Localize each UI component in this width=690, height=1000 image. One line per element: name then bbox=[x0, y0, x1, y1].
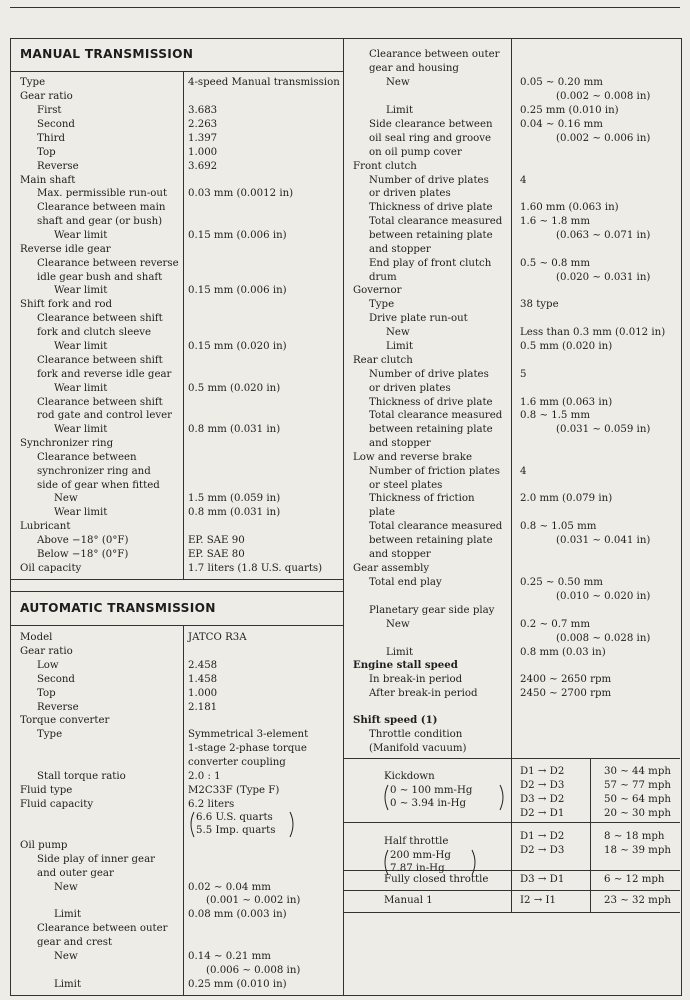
spec-value: 0.02 ∼ 0.04 mm bbox=[188, 882, 271, 893]
spec-label: Below −18° (0°F) bbox=[37, 549, 129, 560]
shift-gear-change: D3 → D1 bbox=[520, 874, 565, 885]
spec-label: Synchronizer ring bbox=[20, 438, 114, 449]
spec-value: 0.04 ∼ 0.16 mm bbox=[520, 119, 603, 130]
shift-gear-change: D2 → D3 bbox=[520, 845, 565, 856]
spec-label: Clearance between shift bbox=[37, 397, 163, 408]
spec-label: on oil pump cover bbox=[369, 147, 462, 158]
spec-label: Clearance between reverse bbox=[37, 258, 179, 269]
spec-label: New bbox=[54, 882, 78, 893]
spec-label: Low bbox=[37, 660, 59, 671]
shift-gear-change: D2 → D3 bbox=[520, 780, 565, 791]
spec-label: Wear limit bbox=[54, 507, 108, 518]
spec-value: 2450 ∼ 2700 rpm bbox=[520, 688, 612, 699]
spec-value: 0.25 mm (0.010 in) bbox=[520, 105, 619, 116]
spec-label: and stopper bbox=[369, 549, 431, 560]
spec-label: Clearance between outer bbox=[369, 49, 500, 60]
fluid-capacity-parentheses bbox=[186, 810, 298, 840]
spec-label: Low and reverse brake bbox=[353, 452, 472, 463]
spec-value: 38 type bbox=[520, 299, 559, 310]
top-rule bbox=[10, 7, 680, 8]
fluid-capacity-us-quarts: 6.6 U.S. quarts bbox=[196, 812, 273, 823]
spec-label: Type bbox=[37, 729, 63, 740]
spec-value: (0.001 ∼ 0.002 in) bbox=[206, 895, 301, 906]
shift-gear-change: D2 → D1 bbox=[520, 808, 565, 819]
spec-value: (0.063 ∼ 0.071 in) bbox=[556, 230, 651, 241]
spec-label: Oil pump bbox=[20, 840, 68, 851]
spec-label: between retaining plate bbox=[369, 230, 493, 241]
spec-value: Less than 0.3 mm (0.012 in) bbox=[520, 327, 666, 338]
spec-value: 0.8 ∼ 1.5 mm bbox=[520, 410, 590, 421]
spec-label: Type bbox=[20, 77, 46, 88]
spec-label: End play of front clutch bbox=[369, 258, 492, 269]
spec-label: New bbox=[386, 77, 410, 88]
spec-value: 1.6 mm (0.063 in) bbox=[520, 397, 613, 408]
spec-value: converter coupling bbox=[188, 757, 286, 768]
shift-condition-vacuum-inhg: 7.87 in-Hg bbox=[390, 863, 445, 874]
spec-label: Drive plate run-out bbox=[369, 313, 468, 324]
spec-label: gear and crest bbox=[37, 937, 113, 948]
spec-value: 0.2 ∼ 0.7 mm bbox=[520, 619, 590, 630]
spec-label: Rear clutch bbox=[353, 355, 413, 366]
spec-label: Shift speed (1) bbox=[353, 714, 438, 726]
spec-label: Model bbox=[20, 632, 53, 643]
spec-label: Clearance between main bbox=[37, 202, 166, 213]
spec-value: 0.03 mm (0.0012 in) bbox=[188, 188, 294, 199]
spec-value: EP. SAE 80 bbox=[188, 549, 245, 560]
spec-label: Number of friction plates bbox=[369, 466, 501, 477]
spec-value: 1-stage 2-phase torque bbox=[188, 743, 307, 754]
spec-label: Throttle condition bbox=[369, 729, 463, 740]
spec-label: Type bbox=[369, 299, 395, 310]
spec-label: Clearance between shift bbox=[37, 313, 163, 324]
spec-value: 0.08 mm (0.003 in) bbox=[188, 909, 287, 920]
spec-value: 1.458 bbox=[188, 674, 218, 685]
spec-label: Shift fork and rod bbox=[20, 299, 113, 310]
spec-value: 0.5 mm (0.020 in) bbox=[520, 341, 613, 352]
spec-label: Total clearance measured bbox=[369, 216, 503, 227]
spec-label: Torque converter bbox=[20, 715, 110, 726]
shift-speed-value: 23 ∼ 32 mph bbox=[604, 895, 671, 906]
shift-condition-vacuum-mmhg: 0 ∼ 100 mm-Hg bbox=[390, 785, 473, 796]
spec-label: Third bbox=[37, 133, 66, 144]
spec-label: Wear limit bbox=[54, 285, 108, 296]
spec-label: Main shaft bbox=[20, 175, 76, 186]
spec-value: (0.031 ∼ 0.041 in) bbox=[556, 535, 651, 546]
automatic-value-divider bbox=[183, 625, 184, 996]
spec-label: Oil capacity bbox=[20, 563, 82, 574]
spec-label: and outer gear bbox=[37, 868, 114, 879]
spec-value: 0.25 mm (0.010 in) bbox=[188, 979, 287, 990]
shift-condition-label: Fully closed throttle bbox=[384, 874, 489, 885]
spec-value: (0.002 ∼ 0.008 in) bbox=[556, 91, 651, 102]
spec-label: drum bbox=[369, 272, 397, 283]
shift-condition-label: Manual 1 bbox=[384, 895, 433, 906]
automatic-transmission-title: AUTOMATIC TRANSMISSION bbox=[20, 601, 216, 615]
spec-value: (0.031 ∼ 0.059 in) bbox=[556, 424, 651, 435]
spec-label: Second bbox=[37, 119, 75, 130]
spec-value: 0.8 mm (0.031 in) bbox=[188, 424, 281, 435]
shift-gear-change: D3 → D2 bbox=[520, 794, 565, 805]
spec-value: 2.0 : 1 bbox=[188, 771, 221, 782]
spec-label: Limit bbox=[386, 647, 414, 658]
spec-label: Reverse bbox=[37, 161, 79, 172]
spec-label: Above −18° (0°F) bbox=[37, 535, 129, 546]
spec-label: idle gear bush and shaft bbox=[37, 272, 163, 283]
spec-label: Limit bbox=[386, 341, 414, 352]
spec-value: 0.05 ∼ 0.20 mm bbox=[520, 77, 603, 88]
spec-value: 6.2 liters bbox=[188, 799, 235, 810]
spec-label: (Manifold vacuum) bbox=[369, 743, 467, 754]
spec-label: Limit bbox=[54, 909, 82, 920]
spec-value: (0.020 ∼ 0.031 in) bbox=[556, 272, 651, 283]
spec-label: Number of drive plates bbox=[369, 175, 489, 186]
spec-label: Limit bbox=[54, 979, 82, 990]
spec-label: Max. permissible run-out bbox=[37, 188, 168, 199]
shift-speed-value: 18 ∼ 39 mph bbox=[604, 845, 671, 856]
spec-label: New bbox=[386, 619, 410, 630]
spec-label: and stopper bbox=[369, 244, 431, 255]
spec-label: After break-in period bbox=[369, 688, 478, 699]
spec-label: or driven plates bbox=[369, 188, 451, 199]
spec-label: New bbox=[54, 951, 78, 962]
spec-label: Engine stall speed bbox=[353, 659, 458, 671]
spec-label: rod gate and control lever bbox=[37, 410, 173, 421]
spec-value: (0.002 ∼ 0.006 in) bbox=[556, 133, 651, 144]
spec-label: and stopper bbox=[369, 438, 431, 449]
shift-speed-value: 20 ∼ 30 mph bbox=[604, 808, 671, 819]
shift-condition-vacuum-mmhg: 200 mm-Hg bbox=[390, 850, 451, 861]
spec-label: Clearance between shift bbox=[37, 355, 163, 366]
spec-value: 2400 ∼ 2650 rpm bbox=[520, 674, 612, 685]
spec-label: or steel plates bbox=[369, 480, 443, 491]
shift-table-divider-2 bbox=[590, 758, 591, 912]
spec-label: Total end play bbox=[369, 577, 442, 588]
shift-condition-parentheses bbox=[380, 783, 510, 813]
spec-label: Side play of inner gear bbox=[37, 854, 156, 865]
spec-label: Top bbox=[37, 688, 56, 699]
spec-label: Front clutch bbox=[353, 161, 417, 172]
spec-value: 0.15 mm (0.006 in) bbox=[188, 285, 287, 296]
shift-speed-value: 57 ∼ 77 mph bbox=[604, 780, 671, 791]
spec-label: shaft and gear (or bush) bbox=[37, 216, 163, 227]
shift-condition-vacuum-inhg: 0 ∼ 3.94 in-Hg bbox=[390, 798, 467, 809]
manual-header-rule bbox=[10, 71, 344, 72]
spec-value: 1.000 bbox=[188, 688, 218, 699]
spec-label: Clearance between outer bbox=[37, 923, 168, 934]
spec-value: 1.7 liters (1.8 U.S. quarts) bbox=[188, 563, 323, 574]
spec-label: Fluid capacity bbox=[20, 799, 94, 810]
spec-value: 4 bbox=[520, 175, 527, 186]
shift-speed-value: 8 ∼ 18 mph bbox=[604, 831, 665, 842]
spec-label: Planetary gear side play bbox=[369, 605, 495, 616]
shift-condition-label: Half throttle bbox=[384, 836, 449, 847]
spec-label: between retaining plate bbox=[369, 535, 493, 546]
spec-label: Wear limit bbox=[54, 424, 108, 435]
spec-value: 1.000 bbox=[188, 147, 218, 158]
spec-value: 0.5 mm (0.020 in) bbox=[188, 383, 281, 394]
spec-value: (0.008 ∼ 0.028 in) bbox=[556, 633, 651, 644]
spec-label: Thickness of drive plate bbox=[369, 397, 493, 408]
spec-value: 1.397 bbox=[188, 133, 218, 144]
spec-label: Clearance between bbox=[37, 452, 137, 463]
spec-value: 0.25 ∼ 0.50 mm bbox=[520, 577, 603, 588]
spec-label: plate bbox=[369, 507, 395, 518]
shift-gear-change: D1 → D2 bbox=[520, 831, 565, 842]
shift-table-divider-1 bbox=[511, 758, 512, 912]
automatic-header-rule bbox=[10, 625, 344, 626]
shift-condition-label: Kickdown bbox=[384, 771, 435, 782]
spec-value: 2.181 bbox=[188, 702, 218, 713]
spec-label: Lubricant bbox=[20, 521, 71, 532]
shift-speed-value: 50 ∼ 64 mph bbox=[604, 794, 671, 805]
spec-value: 0.8 ∼ 1.05 mm bbox=[520, 521, 597, 532]
spec-value: M2C33F (Type F) bbox=[188, 785, 280, 796]
spec-value: 2.458 bbox=[188, 660, 218, 671]
spec-label: fork and reverse idle gear bbox=[37, 369, 172, 380]
spec-label: gear and housing bbox=[369, 63, 459, 74]
spec-label: synchronizer ring and bbox=[37, 466, 151, 477]
spec-label: Number of drive plates bbox=[369, 369, 489, 380]
spec-label: or driven plates bbox=[369, 383, 451, 394]
spec-value: 0.14 ∼ 0.21 mm bbox=[188, 951, 271, 962]
spec-label: Top bbox=[37, 147, 56, 158]
spec-value: 1.60 mm (0.063 in) bbox=[520, 202, 619, 213]
spec-label: Wear limit bbox=[54, 341, 108, 352]
spec-label: side of gear when fitted bbox=[37, 480, 160, 491]
fluid-capacity-imp-quarts: 5.5 Imp. quarts bbox=[196, 825, 276, 836]
shift-table-bottom-rule bbox=[343, 912, 680, 913]
spec-value: (0.010 ∼ 0.020 in) bbox=[556, 591, 651, 602]
spec-value: 0.5 ∼ 0.8 mm bbox=[520, 258, 590, 269]
spec-label: Limit bbox=[386, 105, 414, 116]
spec-label: Wear limit bbox=[54, 230, 108, 241]
spec-value: 5 bbox=[520, 369, 527, 380]
automatic-top-rule bbox=[10, 591, 344, 592]
spec-label: Stall torque ratio bbox=[37, 771, 126, 782]
spec-label: New bbox=[54, 493, 78, 504]
spec-value: (0.006 ∼ 0.008 in) bbox=[206, 965, 301, 976]
spec-value: 2.0 mm (0.079 in) bbox=[520, 493, 613, 504]
spec-label: Total clearance measured bbox=[369, 521, 503, 532]
manual-transmission-title: MANUAL TRANSMISSION bbox=[20, 47, 194, 61]
spec-label: New bbox=[386, 327, 410, 338]
spec-label: oil seal ring and groove bbox=[369, 133, 492, 144]
spec-label: Gear ratio bbox=[20, 91, 73, 102]
spec-label: In break-in period bbox=[369, 674, 463, 685]
spec-label: Thickness of drive plate bbox=[369, 202, 493, 213]
spec-value: 4 bbox=[520, 466, 527, 477]
spec-value: 3.692 bbox=[188, 161, 218, 172]
spec-value: 0.8 mm (0.03 in) bbox=[520, 647, 606, 658]
spec-label: Governor bbox=[353, 285, 402, 296]
spec-label: between retaining plate bbox=[369, 424, 493, 435]
spec-label: Reverse idle gear bbox=[20, 244, 111, 255]
manual-value-divider bbox=[183, 71, 184, 579]
spec-value: 1.5 mm (0.059 in) bbox=[188, 493, 281, 504]
spec-label: Wear limit bbox=[54, 383, 108, 394]
spec-value: 1.6 ∼ 1.8 mm bbox=[520, 216, 590, 227]
spec-label: Gear assembly bbox=[353, 563, 430, 574]
spec-value: 2.263 bbox=[188, 119, 218, 130]
column-divider bbox=[343, 38, 344, 996]
spec-label: Fluid type bbox=[20, 785, 73, 796]
spec-label: First bbox=[37, 105, 62, 116]
spec-value: JATCO R3A bbox=[188, 632, 247, 643]
spec-label: Side clearance between bbox=[369, 119, 493, 130]
manual-bottom-rule bbox=[10, 579, 344, 580]
shift-table-row-rule-1 bbox=[343, 822, 680, 823]
spec-value: 4-speed Manual transmission bbox=[188, 77, 340, 88]
spec-label: Total clearance measured bbox=[369, 410, 503, 421]
spec-label: Second bbox=[37, 674, 75, 685]
spec-label: Thickness of friction bbox=[369, 493, 475, 504]
spec-value: Symmetrical 3-element bbox=[188, 729, 309, 740]
spec-value: 3.683 bbox=[188, 105, 218, 116]
shift-gear-change: I2 → I1 bbox=[520, 895, 557, 906]
right-value-divider bbox=[511, 38, 512, 758]
spec-label: Reverse bbox=[37, 702, 79, 713]
spec-label: Gear ratio bbox=[20, 646, 73, 657]
spec-value: 0.8 mm (0.031 in) bbox=[188, 507, 281, 518]
spec-value: 0.15 mm (0.006 in) bbox=[188, 230, 287, 241]
shift-speed-value: 6 ∼ 12 mph bbox=[604, 874, 665, 885]
shift-gear-change: D1 → D2 bbox=[520, 766, 565, 777]
shift-speed-value: 30 ∼ 44 mph bbox=[604, 766, 671, 777]
spec-label: fork and clutch sleeve bbox=[37, 327, 152, 338]
shift-table-row-rule-3 bbox=[343, 890, 680, 891]
spec-value: 0.15 mm (0.020 in) bbox=[188, 341, 287, 352]
spec-value: EP. SAE 90 bbox=[188, 535, 245, 546]
